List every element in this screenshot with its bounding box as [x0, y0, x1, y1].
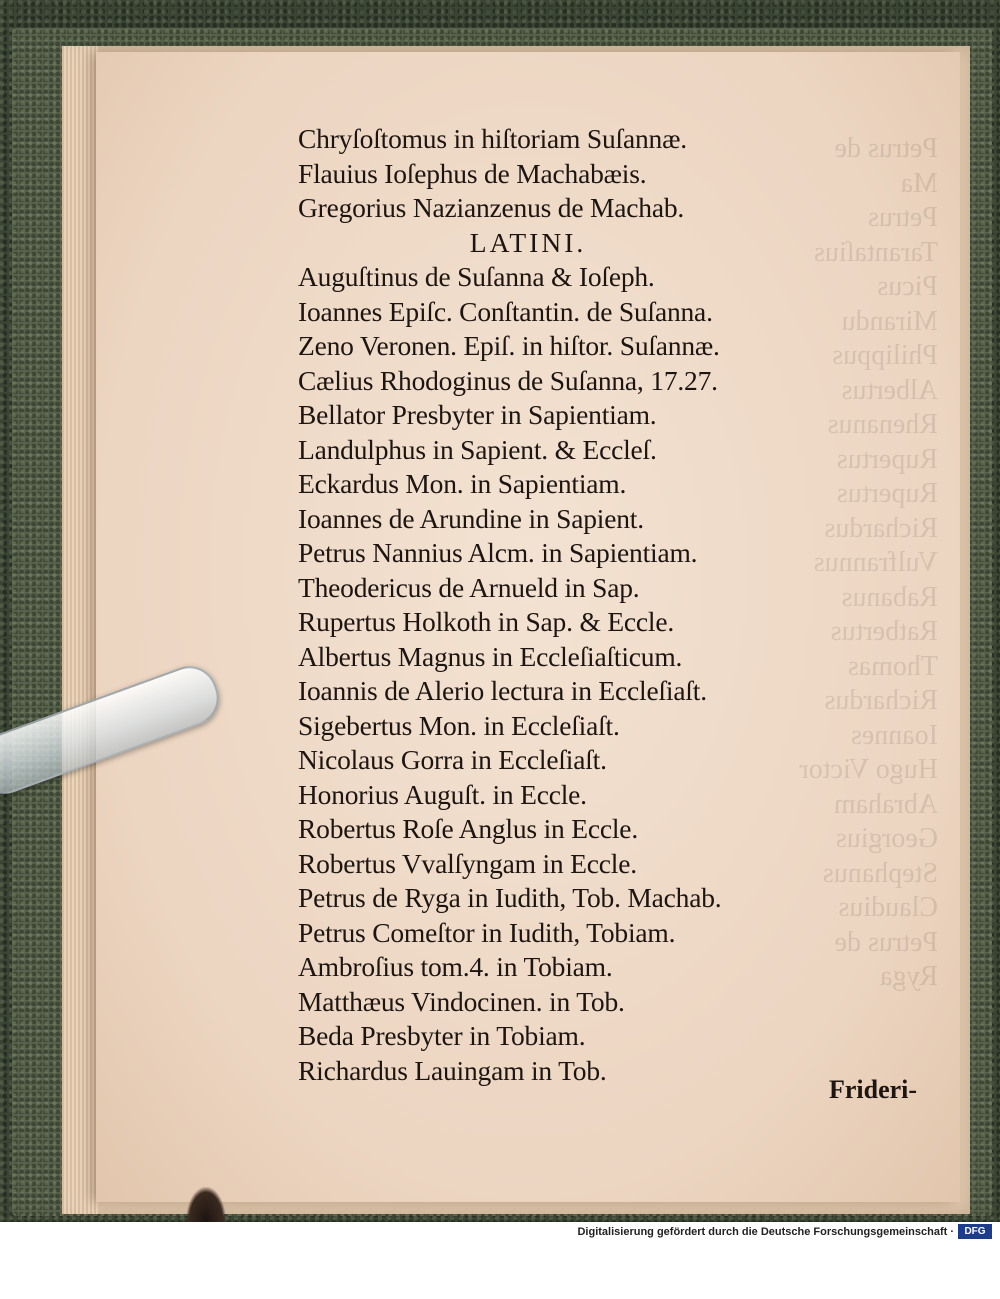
text-line: Petrus Nannius Alcm. in Sapientiam.	[298, 537, 698, 568]
text-line: Nicolaus Gorra in Eccleſiaſt.	[298, 744, 607, 775]
text-line: Petrus de Ryga in Iudith, Tob. Machab.	[298, 882, 722, 913]
text-line: Cælius Rhodoginus de Suſanna, 17.27.	[298, 364, 718, 396]
text-line: Theodericus de Arnueld in Sap.	[298, 571, 640, 603]
dfg-logo-icon: DFG	[958, 1224, 992, 1239]
text-line: Ioannes de Arundine in Sapient.	[298, 502, 644, 534]
text-block	[298, 122, 818, 1088]
text-line: Sigebertus Mon. in Eccleſiaſt.	[298, 709, 620, 741]
text-line: Richardus Lauingam in Tob.	[298, 1054, 607, 1086]
text-line: Beda Presbyter in Tobiam.	[298, 1020, 586, 1051]
text-line: Eckardus Mon. in Sapientiam.	[298, 468, 627, 499]
text-line: Gregorius Nazianzenus de Machab.	[298, 192, 685, 223]
show-through-text: Petrus de Ma Petrus Tarantaſius Picus Mirandu Philippus Albertus Rhenanus Rupertus Rupertus Richardus Vulfrannus Rabanus Ratbertus Thomas Richardus Ioannes Hugo Victor Abraham Georgius Stephanus Claudius Petrus de Ryga	[799, 133, 938, 992]
text-line: Bellator Presbyter in Sapientiam.	[298, 399, 657, 430]
text-line: Robertus Vvalſyngam in Eccle.	[298, 847, 637, 879]
text-line: Ambroſius tom.4. in Tobiam.	[298, 951, 613, 982]
text-line: Petrus Comeſtor in Iudith, Tobiam.	[298, 916, 676, 948]
text-line: Robertus Roſe Anglus in Eccle.	[298, 813, 638, 844]
catchword: Frideri-	[829, 1075, 918, 1104]
text-line: Matthæus Vindocinen. in Tob.	[298, 985, 625, 1017]
text-line: Rupertus Holkoth in Sap. & Eccle.	[298, 606, 675, 637]
text-line: Honorius Auguſt. in Eccle.	[298, 778, 587, 810]
text-line: Chryſoſtomus in hiſtoriam Suſannæ.	[298, 123, 687, 154]
text-line: Auguſtinus de Suſanna & Ioſeph.	[298, 261, 655, 292]
text-line: Albertus Magnus in Eccleſiaſticum.	[298, 640, 683, 672]
text-line: Zeno Veronen. Epiſ. in hiſtor. Suſannæ.	[298, 330, 720, 361]
text-line: Landulphus in Sapient. & Eccleſ.	[298, 433, 657, 465]
funding-credit: Digitalisierung gefördert durch die Deutsche Forschungsgemeinschaft ·	[577, 1226, 954, 1238]
text-line: Ioannes Epiſc. Conſtantin. de Suſanna.	[298, 295, 713, 327]
text-line: Flauius Ioſephus de Machabæis.	[298, 157, 647, 189]
text-line: Ioannis de Alerio lectura in Eccleſiaſt.	[298, 675, 707, 706]
section-heading: LATINI.	[469, 226, 587, 258]
